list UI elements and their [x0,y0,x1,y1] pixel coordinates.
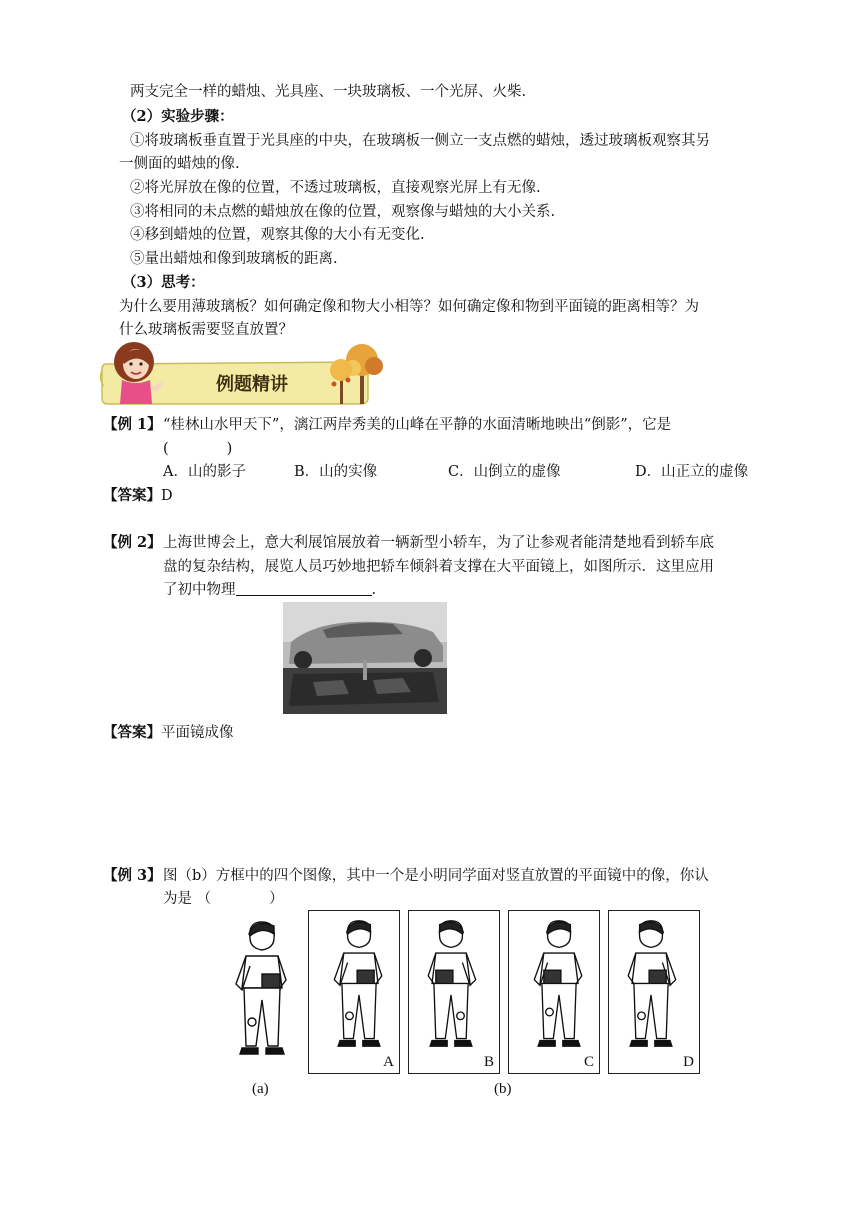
figure-a-boy [222,918,302,1068]
example-1-line: “桂林山水甲天下”，漓江两岸秀美的山峰在平静的水面清晰地映出“倒影”，它是 [163,417,672,433]
step-line: ①将玻璃板垂直置于光具座的中央，在玻璃板一侧立一支点燃的蜡烛，透过玻璃板观察其另 [130,133,710,149]
step-line: ②将光屏放在像的位置，不透过玻璃板，直接观察光屏上有无像. [130,180,541,196]
step-line: ④移到蜡烛的位置，观察其像的大小有无变化. [130,227,425,243]
example-1-answer-tag: 【答案】 [103,487,161,504]
example-2-line: 上海世博会上，意大利展馆展放着一辆新型小轿车，为了让参观者能清楚地看到轿车底 [163,535,714,551]
figure-option-d [608,910,700,1074]
step-line: 一侧面的蜡烛的像. [119,156,240,172]
example-2-answer-tag: 【答案】 [103,724,161,741]
example-1-option-d: D．山正立的虚像 [635,464,749,480]
example-1-tag: 【例 1】 [103,416,162,433]
example-3-line: 图（b）方框中的四个图像，其中一个是小明同学面对竖直放置的平面镜中的像，你认 [163,868,709,884]
figure-label-d: D [683,1054,694,1070]
example-2-line: 了初中物理 [163,582,236,598]
step-line: ⑤量出蜡烛和像到玻璃板的距离. [130,251,338,267]
figure-label-b: B [483,1054,494,1070]
steps-heading: （2）实验步骤： [122,108,234,125]
figure-option-c [508,910,600,1074]
think-line: 什么玻璃板需要竖直放置？ [119,322,293,338]
figure-label-a: A [383,1054,394,1070]
section-banner [98,340,394,406]
example-1-option-b: B．山的实像 [294,464,378,480]
caption-b: (b) [494,1081,512,1097]
think-heading: （3）思考： [122,274,205,291]
think-line: 为什么要用薄玻璃板？如何确定像和物大小相等？如何确定像和物到平面镜的距离相等？为 [119,299,699,315]
example-1-option-c: C．山倒立的虚像 [448,464,561,480]
materials-line: 两支完全一样的蜡烛、光具座、一块玻璃板、一个光屏、火柴. [130,84,527,100]
figure-label-c: C [583,1054,594,1070]
figure-option-a [308,910,400,1074]
example-2-answer-blank [236,581,372,596]
caption-a: (a) [252,1081,269,1097]
example-2-answer: 平面镜成像 [161,725,234,741]
example-2-tag: 【例 2】 [103,534,162,551]
step-line: ③将相同的未点燃的蜡烛放在像的位置，观察像与蜡烛的大小关系. [130,204,556,220]
banner-title: 例题精讲 [216,374,288,395]
example-1-option-a: A．山的影子 [163,464,246,480]
example-2-line: 盘的复杂结构，展览人员巧妙地把轿车倾斜着支撑在大平面镜上，如图所示．这里应用 [163,559,714,575]
figure-option-b [408,910,500,1074]
example-3-line: 为是 （ ） [163,891,284,907]
example-3-tag: 【例 3】 [103,867,162,884]
example-1-answer: D [161,488,173,504]
example-1-paren: ( ) [163,441,233,457]
example-2-line-end: . [371,582,377,598]
car-on-mirror-photo [283,602,447,714]
